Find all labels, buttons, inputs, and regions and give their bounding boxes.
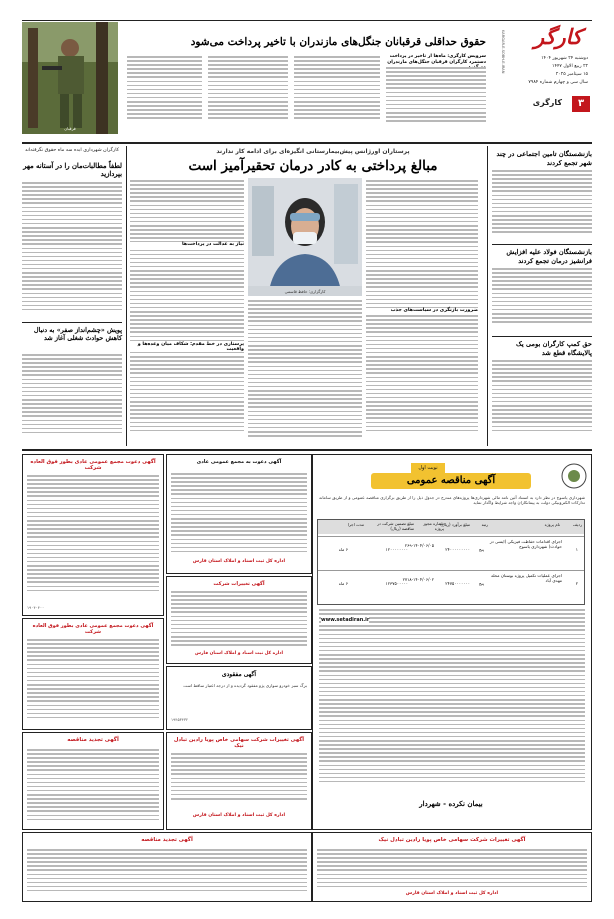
notice-title: آگهی تغییرات شرکت سهامی خاص پویا رادین تبادل نیک [378,837,526,843]
right-headline-2: بازنشستگان فولاد علیه افزایش فرانشیز درمان تجمع کردند [506,248,592,265]
section-label: کارگری [532,98,562,107]
col-header: نام پروژه [544,522,560,527]
notice [22,732,164,830]
left-body-1 [22,182,122,318]
notice [166,666,312,730]
nurse-photo [248,178,362,296]
main-headline: مبالغ پرداختی به کادر درمان تحقیرآمیز است [188,158,438,174]
tender-ad [312,454,592,830]
top-story-lead: سرویس کارگری: ماه‌ها از تاخیر در پرداخت دستمزد کارگران قرقبان جنگل‌های مازندران [387,54,486,65]
notice-body [171,753,307,807]
date-line: دوشنبه ۲۴ شهریور ۱۴۰۴ [541,56,588,61]
notice-body [317,849,587,889]
left-headline-1: لطفاً مطالبات‌مان را در آستانه مهر بپردازید [23,162,122,179]
date-line: ۱۵ سپتامبر ۲۰۲۵ [555,72,588,77]
page-number-badge: ۳ [572,96,590,112]
notice [166,576,312,664]
cell: ۱۲۳۷۵۰۰۰۰۰ [385,581,408,586]
notice [166,454,312,574]
municipality-emblem [561,463,587,489]
left-body-2 [22,354,122,442]
cell: اجرای اقدامات حفاظت فیزیکی (ایمنی در حوادث) شهرداری یاسوج [489,539,562,550]
notice-title: آگهی مفقودی [221,671,257,678]
notice-price: ۱۹۰۴۰۴۰۰ [27,605,45,610]
top-story-body-col [294,56,380,129]
top-rule [22,20,592,21]
table-row [318,536,584,569]
column-rule [487,146,488,446]
masthead [497,22,592,142]
bottom-notices [22,832,592,902]
right-headline-1: بازنشستگان تامین اجتماعی در چند شهر تجمع کردند [496,150,592,167]
photo-caption: قرقبان [64,126,76,131]
notice [22,618,164,730]
notice [22,832,312,902]
notice-body [171,591,307,649]
right-column [492,146,592,446]
section-rule [22,142,592,144]
cell: ۲۴۷۵۰۰۰۰۰۰۰ [445,581,470,586]
left-headline-2: پویش «چشم‌انداز صفر» به دنبال کاهش حوادث شغلی آغاز شد [33,326,122,343]
cell: ۲۶۹-۱۴۰۴/۰۶/۰۵ [404,543,434,548]
tender-badge: نوبت اول [411,463,445,473]
date-line: ۲۲ ربیع الاول ۱۴۴۷ [552,64,588,69]
notice-title: آگهی تغییرات شرکت سهامی خاص پویا رادین تبادل نیک [173,737,305,750]
cell: ۱۲۰۰۰۰۰۰۰۰ [385,547,408,552]
notice-body [27,849,307,895]
cell: ۲ [575,581,578,586]
notice-body [27,749,159,825]
top-story-body-col [127,56,202,129]
tender-footer: بیمان نکرده - شهردار [419,799,483,808]
table-row [318,570,584,603]
top-story-body-col [208,56,288,129]
notice-price: ۱۹۴۵۳۴۳۲ [171,717,189,722]
notice-title: آگهی تغییرات شرکت [213,581,265,587]
tender-table [317,519,585,605]
col-header: ردیف [573,522,582,527]
right-headline-3: حق کمپ کارگران بومی یک پالایشگاه قطع شد [516,340,592,357]
divider [22,322,122,323]
notice-title: آگهی دعوت مجمع عمومی عادی بطور فوق العاده شرکت [32,623,154,636]
notice [22,454,164,616]
col-header: مدت اجرا [347,522,364,527]
left-box-top: کارگران شهرداری ابده سه ماه حقوق نگرفته‌اند [25,148,119,153]
cell: ۱ [575,547,578,552]
top-story [22,22,492,140]
divider [492,336,592,337]
main-story [130,146,482,446]
tender-table-header [318,520,584,534]
right-body-1 [492,170,592,240]
tender-title: آگهی مناقصه عمومی [371,473,531,489]
main-body-col [248,300,362,442]
notice [312,832,592,902]
notice-body [27,639,159,723]
main-kicker: پرستاران اورژانس پیش‌بیمارستانی انگیزه‌ای برای ادامه کار ندارند [216,148,410,155]
main-subhead: ضرورت بازنگری در سیاست‌های جذب [366,308,478,313]
right-body-3 [492,360,592,442]
cell: ۶ ماه [338,547,348,552]
tender-website[interactable]: www.setadiran.ir [321,617,370,623]
top-story-headline: حقوق حداقلی قرقبانان جنگل‌های مازندران با تاخیر پرداخت می‌شود [190,36,486,48]
cell: اجرای عملیات تکمیل پروژه بوستان محله مهدی آباد [490,573,562,584]
notice-title: آگهی دعوت مجمع عمومی عادی بطور فوق العاده شرکت [30,459,156,472]
tender-intro: شهرداری یاسوج در نظر دارد به استناد آئین نامه مالی شهرداری‌ها پروژه‌های مندرج در جدول ذیل را از طریق برگزاری مناقصه عمومی و از طریق سامانه تدارکات الکترونیکی دولت به پیمانکاران واجد شرایط واگذار نماید [319,495,585,506]
notice-signature: اداره کل ثبت اسناد و املاک استان فارس [194,651,284,656]
tender-terms [319,609,585,787]
main-subhead: پرستاری در خط مقدم: شکاف میان وعده‌ها و واقعیت [130,342,244,352]
cell: ۲۷۱۸-۱۴۰۴/۰۶/۰۲ [402,577,434,582]
left-column [22,146,122,446]
notice [166,732,312,830]
date-line: سال سی و چهارم شماره ۷۹۸۴ [528,80,588,85]
cell: پنج [478,547,484,552]
column-rule [126,146,127,446]
col-header: مبلغ تضمین شرکت در مناقصه (ریال) [377,521,414,531]
section-rule [22,449,592,451]
divider [492,244,592,245]
main-body-col [130,180,244,442]
notice-title: آگهی تجدید مناقصه [67,737,119,743]
photo-caption: کارگزاری: حافظ قاسمی [284,289,326,294]
cell: پنج [478,581,484,586]
notice-signature: اداره کل ثبت اسناد و املاک استان فارس [405,891,499,896]
col-header: مبلغ برآورد (ریال) [440,522,470,527]
notice-body [171,473,307,555]
col-header: شماره مجوز پروژه [423,521,444,531]
cell: ۲۴۰۰۰۰۰۰۰۰۰ [445,547,470,552]
notice-body [27,475,159,597]
notice-title: آگهی دعوت به مجمع عمومی عادی [196,459,282,465]
side-text: KARGAR-E-SOBH-E-IRAN [501,30,505,74]
forest-ranger-photo [22,22,118,134]
main-subhead: نیاز به عدالت در پرداخت‌ها [130,242,244,247]
notices-area [22,454,310,828]
notice-signature: اداره کل ثبت اسناد و املاک استان فارس [192,559,286,564]
logo: کارگر [533,24,583,49]
notice-signature: اداره کل ثبت اسناد و املاک استان فارس [192,813,286,818]
cell: ۶ ماه [338,581,348,586]
col-header: رتبه [481,522,488,527]
notice-body: برگ سبز خودرو سواری پژو مفقود گردیده و از درجه اعتبار ساقط است [183,683,307,688]
top-story-body-col [386,67,486,129]
notice-title: آگهی تجدید مناقصه [141,837,193,843]
right-body-2 [492,268,592,332]
